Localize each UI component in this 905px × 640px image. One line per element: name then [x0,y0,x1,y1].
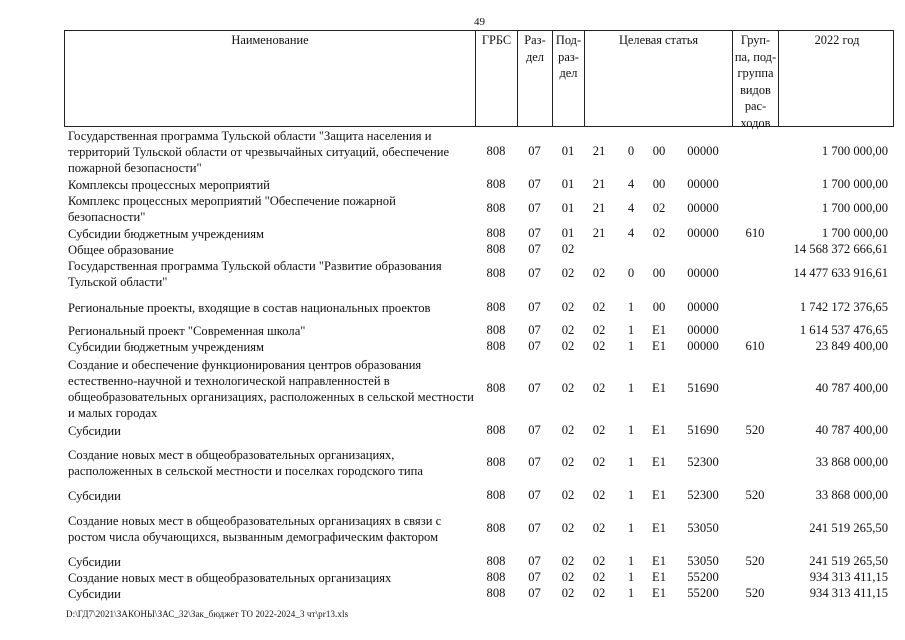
cell-amount: 1 700 000,00 [821,177,888,191]
cell-amount: 1 614 537 476,65 [799,323,888,337]
cell-rz: 07 [528,144,541,158]
cell-rz: 07 [528,586,541,600]
cell-t2: 0 [627,144,635,158]
cell-vr: 520 [745,423,765,437]
cell-rz: 07 [528,554,541,568]
cell-rz: 07 [528,266,541,280]
cell-t1: 02 [592,455,606,469]
cell-amount: 33 868 000,00 [815,455,888,469]
cell-grbs: 808 [486,300,506,314]
row-name: Комплекс процессных мероприятий "Обеспечение пожарной безопасности" [68,194,396,224]
cell-pr: 02 [561,521,575,535]
row-name: Субсидии [68,489,121,503]
cell-t1: 21 [592,201,606,215]
row-name: Комплексы процессных мероприятий [68,178,270,192]
cell-t3: E1 [652,455,666,469]
cell-pr: 02 [561,488,575,502]
cell-amount: 241 519 265,50 [809,521,888,535]
cell-t4: 53050 [687,521,719,535]
cell-pr: 02 [561,423,575,437]
cell-grbs: 808 [486,423,506,437]
header-group: Груп- па, под- группа видов рас- ходов [733,31,779,126]
cell-vr: 520 [745,488,765,502]
cell-rz: 07 [528,570,541,584]
cell-t4: 52300 [687,455,719,469]
page-number: 49 [474,16,485,28]
cell-rz: 07 [528,177,541,191]
cell-rz: 07 [528,423,541,437]
cell-t3: 00 [652,177,666,191]
cell-t2: 1 [627,423,635,437]
table-row [64,193,894,225]
cell-t4: 00000 [687,201,719,215]
cell-amount: 14 477 633 916,61 [793,266,888,280]
cell-pr: 02 [561,570,575,584]
cell-amount: 23 849 400,00 [815,339,888,353]
cell-grbs: 808 [486,201,506,215]
cell-t4: 55200 [687,570,719,584]
cell-amount: 934 313 411,15 [809,586,888,600]
cell-t4: 00000 [687,144,719,158]
header-razdel: Раз- дел [518,31,553,126]
table-row [64,447,894,479]
table-row [64,586,894,602]
row-name: Субсидии бюджетным учреждениям [68,227,264,241]
header-year: 2022 год [814,33,860,47]
cell-rz: 07 [528,323,541,337]
cell-grbs: 808 [486,266,506,280]
row-name: Субсидии бюджетным учреждениям [68,340,264,354]
row-name: Создание новых мест в общеобразовательных организациях в связи с ростом числа обучающихся, вызванным демографическим фактором [68,514,442,544]
cell-pr: 01 [561,144,575,158]
cell-grbs: 808 [486,488,506,502]
cell-t1: 02 [592,266,606,280]
cell-rz: 07 [528,488,541,502]
row-name: Региональный проект "Современная школа" [68,324,306,338]
cell-t1: 02 [592,300,606,314]
cell-pr: 01 [561,201,575,215]
cell-vr: 610 [745,226,765,240]
cell-t4: 00000 [687,323,719,337]
cell-grbs: 808 [486,381,506,395]
cell-t4: 00000 [687,266,719,280]
cell-grbs: 808 [486,226,506,240]
cell-t2: 4 [627,201,635,215]
cell-t1: 21 [592,177,606,191]
cell-t3: 02 [652,201,666,215]
cell-t1: 02 [592,570,606,584]
cell-t3: 00 [652,300,666,314]
cell-amount: 14 568 372 666,61 [793,242,888,256]
cell-amount: 934 313 411,15 [809,570,888,584]
cell-t3: 02 [652,226,666,240]
cell-amount: 40 787 400,00 [815,423,888,437]
cell-t2: 1 [627,381,635,395]
cell-t2: 1 [627,521,635,535]
table-header [64,30,894,130]
header-target: Целевая статья [585,31,733,126]
cell-grbs: 808 [486,339,506,353]
cell-t2: 1 [627,488,635,502]
table-row [64,339,894,355]
cell-t4: 00000 [687,339,719,353]
cell-t1: 21 [592,226,606,240]
cell-pr: 02 [561,339,575,353]
table-row [64,513,894,545]
cell-t4: 00000 [687,226,719,240]
cell-grbs: 808 [486,177,506,191]
table-row [64,554,894,570]
cell-amount: 1 700 000,00 [821,144,888,158]
table-row [64,488,894,504]
file-path-footer: D:\ГД7\2021\ЗАКОНЫ\ЗАС_32\Зак_бюджет ТО 2022-2024_3 чт\pr13.xls [66,609,349,619]
row-name: Субсидии [68,555,121,569]
cell-pr: 02 [561,554,575,568]
cell-t4: 53050 [687,554,719,568]
cell-rz: 07 [528,201,541,215]
cell-t1: 02 [592,554,606,568]
table-row [64,300,894,316]
cell-t3: 00 [652,144,666,158]
cell-rz: 07 [528,339,541,353]
cell-grbs: 808 [486,521,506,535]
cell-pr: 02 [561,323,575,337]
cell-t2: 0 [627,266,635,280]
cell-t3: E1 [652,339,666,353]
cell-t3: 00 [652,266,666,280]
cell-pr: 01 [561,226,575,240]
cell-grbs: 808 [486,242,506,256]
row-name: Создание и обеспечение функционирования центров образования естественно-научной и технологической направленностей в общеобразовательных организациях, расположенных в сельской местности и малых городах [68,358,474,420]
cell-pr: 02 [561,455,575,469]
header-grbs: ГРБС [476,31,518,126]
cell-grbs: 808 [486,323,506,337]
table-row [64,128,894,176]
cell-pr: 02 [561,266,575,280]
cell-t2: 4 [627,226,635,240]
cell-t4: 51690 [687,381,719,395]
cell-t1: 02 [592,488,606,502]
table-row [64,357,894,421]
cell-rz: 07 [528,455,541,469]
cell-t1: 02 [592,586,606,600]
cell-t1: 02 [592,323,606,337]
cell-amount: 33 868 000,00 [815,488,888,502]
cell-rz: 07 [528,300,541,314]
cell-pr: 01 [561,177,575,191]
table-row [64,258,894,290]
cell-t2: 1 [627,323,635,337]
cell-t4: 00000 [687,177,719,191]
cell-rz: 07 [528,521,541,535]
cell-t1: 21 [592,144,606,158]
cell-grbs: 808 [486,586,506,600]
cell-t2: 1 [627,570,635,584]
row-name: Субсидии [68,587,121,601]
cell-amount: 1 700 000,00 [821,201,888,215]
cell-amount: 1 742 172 376,65 [799,300,888,314]
table-row [64,242,894,258]
cell-t2: 4 [627,177,635,191]
cell-t3: E1 [652,381,666,395]
row-name: Общее образование [68,243,174,257]
cell-rz: 07 [528,381,541,395]
cell-vr: 610 [745,339,765,353]
cell-t2: 1 [627,455,635,469]
cell-t3: E1 [652,423,666,437]
header-podrazdel: Под- раз- дел [553,31,585,126]
cell-pr: 02 [561,586,575,600]
cell-rz: 07 [528,226,541,240]
cell-t1: 02 [592,339,606,353]
table-row [64,177,894,193]
table-row [64,570,894,586]
cell-t4: 00000 [687,300,719,314]
cell-t2: 1 [627,554,635,568]
row-name: Создание новых мест в общеобразовательных организациях, расположенных в сельской местности и поселках городского типа [68,448,423,478]
cell-t3: E1 [652,586,666,600]
row-name: Региональные проекты, входящие в состав национальных проектов [68,301,431,315]
row-name: Государственная программа Тульской области "Развитие образования Тульской области" [68,259,442,289]
cell-t2: 1 [627,300,635,314]
cell-amount: 241 519 265,50 [809,554,888,568]
cell-t2: 1 [627,586,635,600]
cell-pr: 02 [561,300,575,314]
cell-t3: E1 [652,570,666,584]
cell-amount: 1 700 000,00 [821,226,888,240]
cell-t3: E1 [652,488,666,502]
cell-t4: 51690 [687,423,719,437]
cell-grbs: 808 [486,144,506,158]
cell-vr: 520 [745,586,765,600]
row-name: Субсидии [68,424,121,438]
cell-grbs: 808 [486,455,506,469]
table-row [64,226,894,242]
cell-grbs: 808 [486,554,506,568]
cell-pr: 02 [561,242,575,256]
row-name: Государственная программа Тульской области "Защита населения и территорий Тульской области от чрезвычайных ситуаций, обеспечение пожарной безопасности" [68,129,450,175]
cell-t4: 55200 [687,586,719,600]
table-row [64,423,894,439]
cell-t1: 02 [592,521,606,535]
table-row [64,323,894,339]
header-name: Наименование [65,31,476,126]
cell-t1: 02 [592,423,606,437]
cell-t3: E1 [652,323,666,337]
cell-t3: E1 [652,521,666,535]
cell-t3: E1 [652,554,666,568]
cell-t1: 02 [592,381,606,395]
cell-t4: 52300 [687,488,719,502]
row-name: Создание новых мест в общеобразовательных организациях [68,571,392,585]
cell-t2: 1 [627,339,635,353]
cell-amount: 40 787 400,00 [815,381,888,395]
cell-vr: 520 [745,554,765,568]
cell-pr: 02 [561,381,575,395]
cell-rz: 07 [528,242,541,256]
cell-grbs: 808 [486,570,506,584]
